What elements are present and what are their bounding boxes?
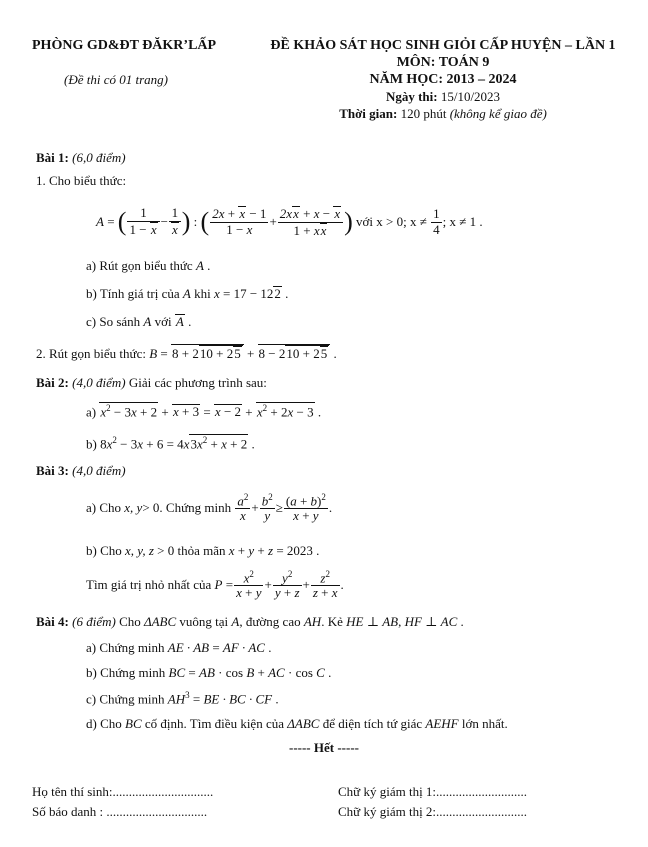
- bai1-c: c) So sánh A với A .: [86, 314, 192, 329]
- subject: MÔN: TOÁN 9: [396, 55, 490, 70]
- bai1-a: a) Rút gọn biểu thức A .: [86, 258, 211, 273]
- bai4-b: b) Chứng minh BC = AB · cos B + AC · cos C .: [86, 665, 332, 680]
- bai1-q2: 2. Rút gọn biểu thức: B = 8 + 210 + 25 + 8 − 210 + 25 .: [36, 346, 337, 361]
- candidate-name: Họ tên thí sinh:...............................: [32, 784, 214, 799]
- bai1-expression: A = ( $\frac{1}{1 - x}$ − $\frac{1}{x}$ ) : ( $\frac{2x + x - 1}{1 - x}$ + $\frac{2xx + x - x}{1 + xx}$ ) với x > 0; x ≠ $\frac{1}{4}$ ; x ≠ 1 .: [96, 205, 483, 238]
- bai1-q1: 1. Cho biểu thức:: [36, 173, 127, 188]
- candidate-number: Số báo danh : ...............................: [32, 804, 208, 819]
- bai2-b: b) $8x^2 - 3x + 6 = 4x3x^2 + x + 2$ .: [86, 435, 255, 452]
- bai4-d: d) Cho BC cố định. Tìm điều kiện của ΔABC để diện tích tứ giác AEHF lớn nhất.: [86, 716, 508, 731]
- school-year: NĂM HỌC: 2013 – 2024: [369, 72, 517, 87]
- supervisor-1-signature: Chữ ký giám thị 1:............................: [338, 784, 528, 799]
- bai3-a: a) Cho x, y > 0 . Chứng minh $\frac{a^2}{x}$ + $\frac{b^2}{y}$ ≥ $\frac{(a + b)^2}{x + y}$ .: [86, 491, 333, 524]
- department: PHÒNG GD&ĐT ĐĂKR’LẤP: [32, 38, 217, 53]
- bai2-a: a) $x^2 - 3x + 2 + x + 3 = x - 2 + x^2 + 2x - 3$ .: [86, 403, 322, 420]
- end-mark: ----- Hết -----: [288, 740, 359, 755]
- exam-date: Ngày thi: 15/10/2023: [385, 89, 501, 104]
- bai4-a: a) Chứng minh AE · AB = AF · AC .: [86, 640, 272, 655]
- bai1-b: b) Tính giá trị của A khi x = 17 − 122 .: [86, 286, 289, 301]
- supervisor-2-signature: Chữ ký giám thị 2:............................: [338, 804, 528, 819]
- exam-title: ĐỀ KHẢO SÁT HỌC SINH GIỎI CẤP HUYỆN – LẦN 1: [270, 38, 616, 53]
- bai4-c: c) Chứng minh $AH^3$ = BE · BC · CF .: [86, 690, 279, 707]
- pages-note: (Đề thi có 01 trang): [64, 72, 168, 87]
- bai3-b: b) Cho x, y, z > 0 thỏa mãn x + y + z = 2023 .: [86, 543, 320, 558]
- bai1-heading: Bài 1: (6,0 điểm): [36, 150, 126, 165]
- bai2-heading: Bài 2: (4,0 điểm) Giải các phương trình sau:: [36, 375, 267, 390]
- bai3-min: Tìm giá trị nhỏ nhất của P = $\frac{x^2}{x + y}$ + $\frac{y^2}{y + z}$ + $\frac{z^2}{z + x}$ .: [86, 568, 344, 601]
- bai4-heading: Bài 4: (6 điểm) Cho ΔABC vuông tại A, đường cao AH. Kẻ HE ⊥ AB, HF ⊥ AC .: [36, 614, 464, 629]
- exam-time: Thời gian: 120 phút (không kể giao đề): [339, 106, 547, 121]
- bai3-heading: Bài 3: (4,0 điểm): [36, 463, 126, 478]
